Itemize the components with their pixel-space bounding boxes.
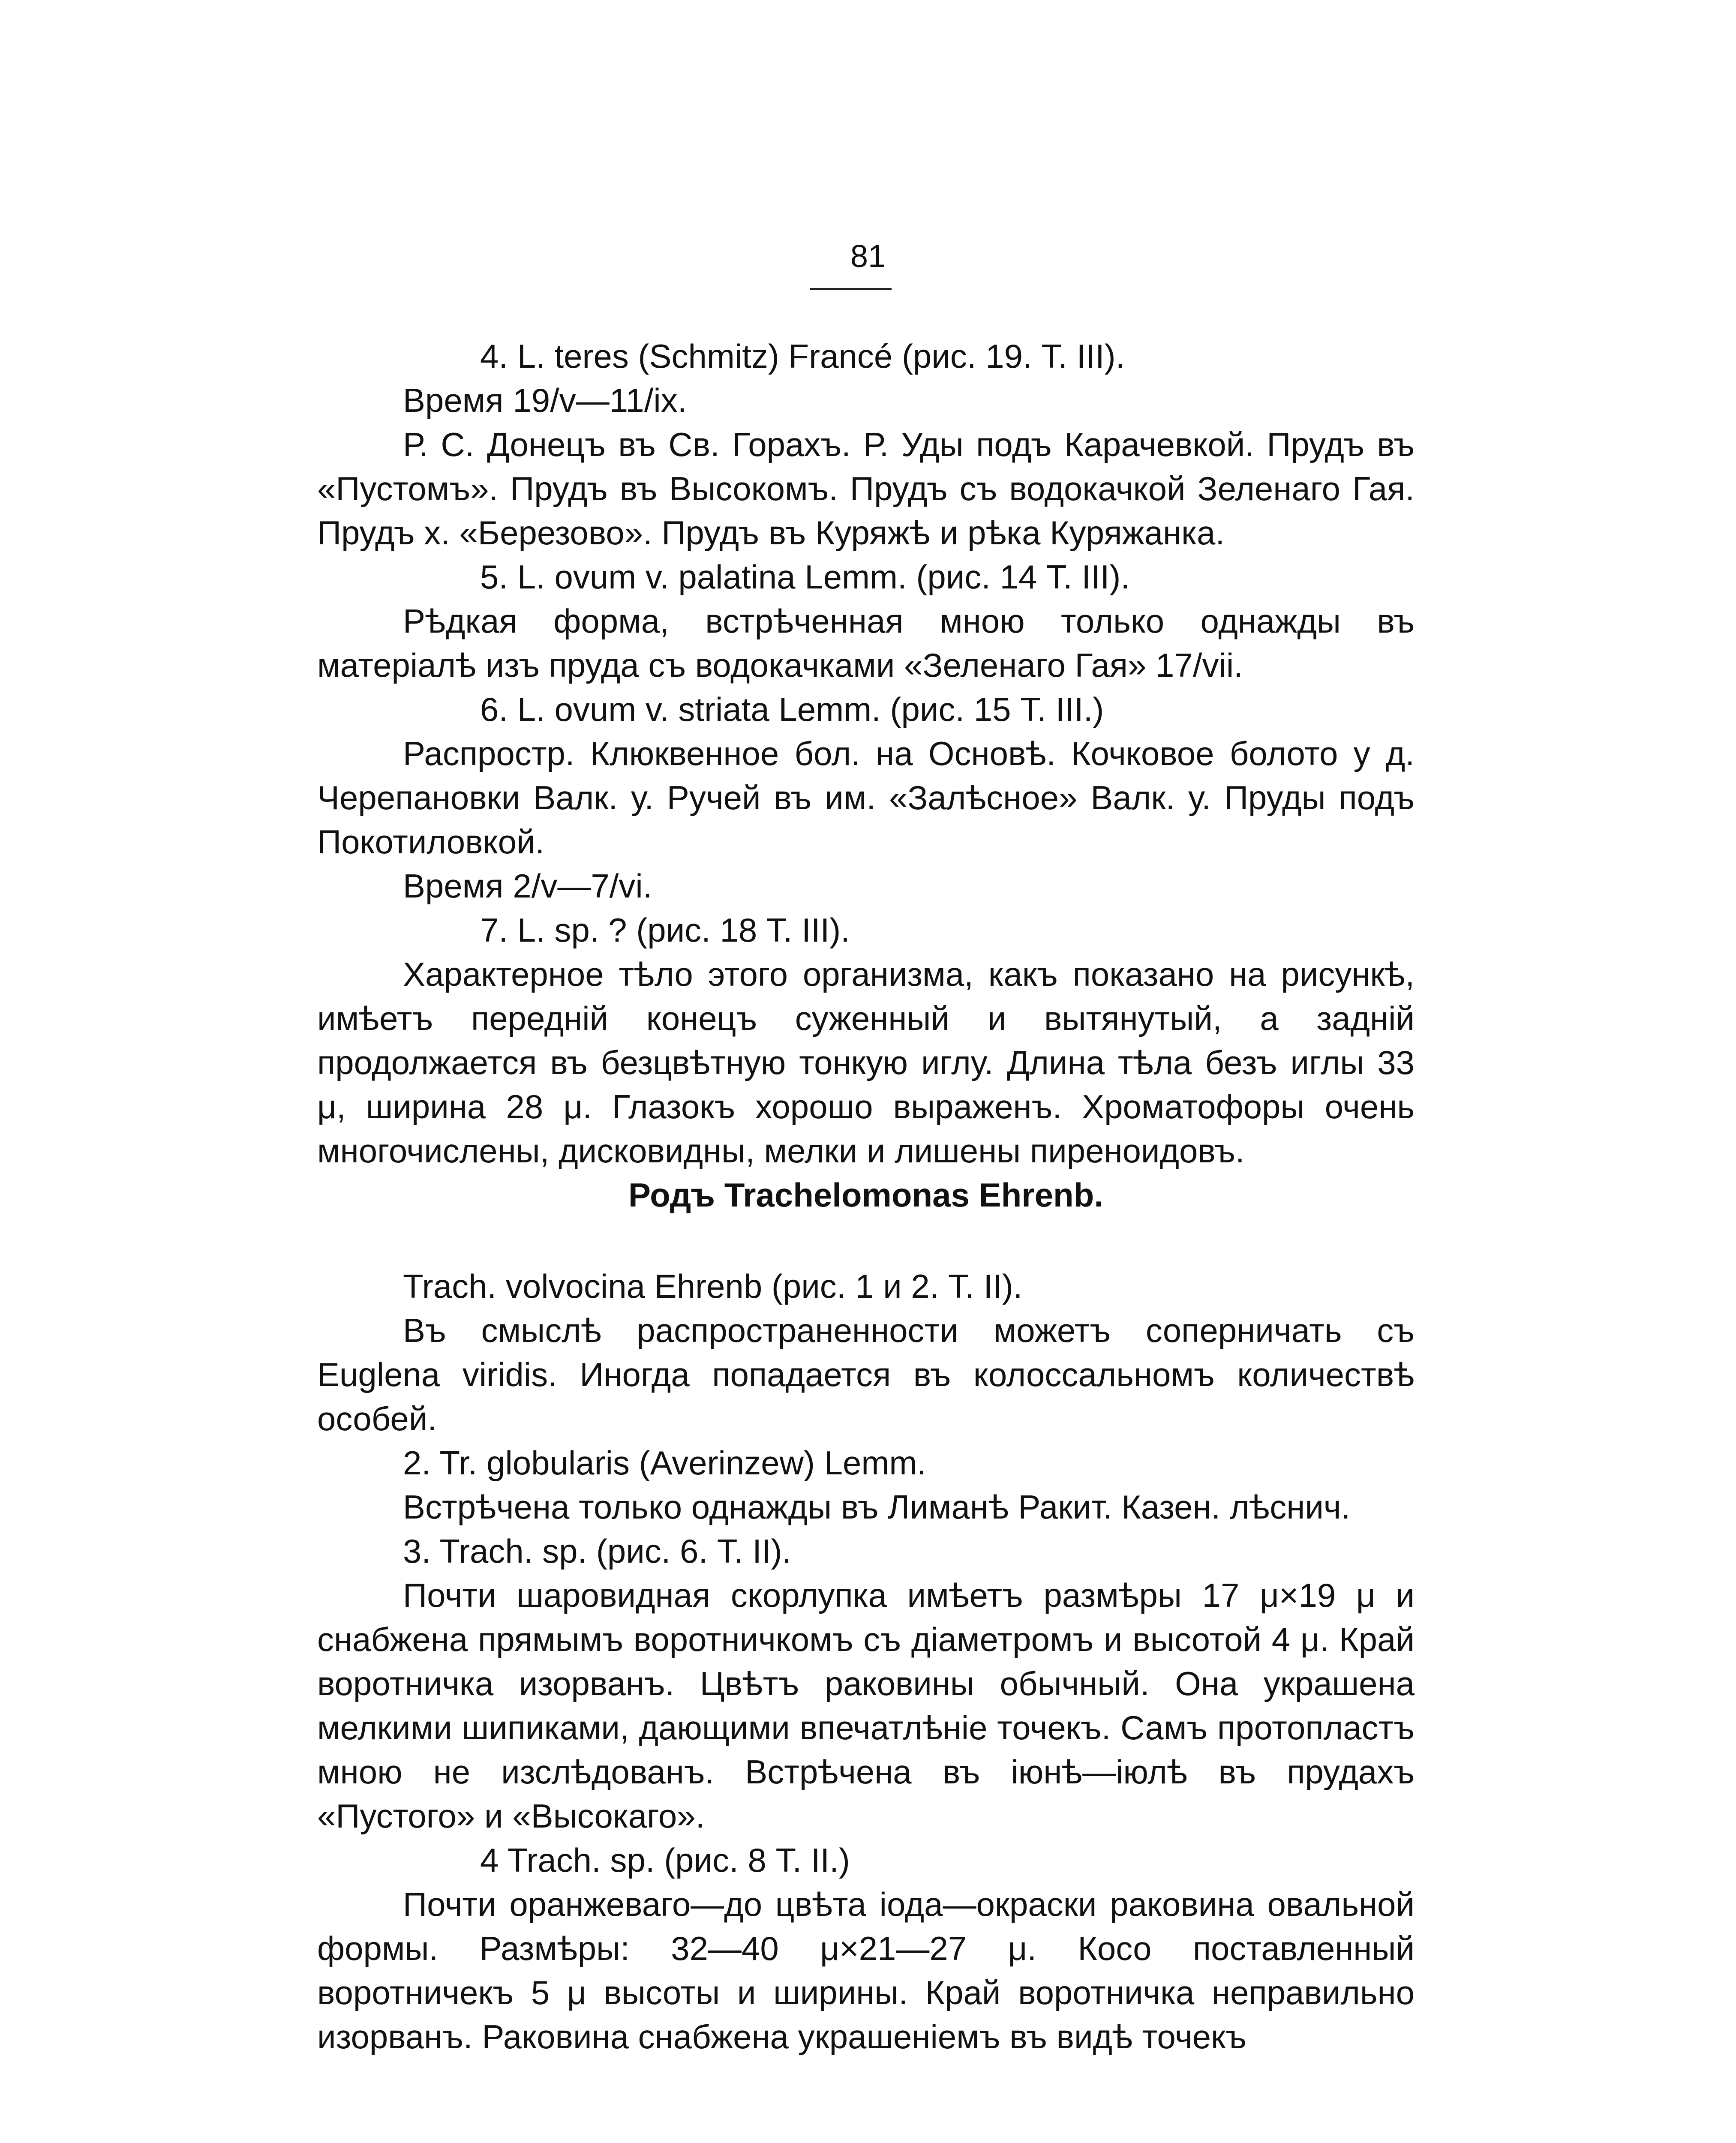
paragraph: 2. Tr. globularis (Averinzew) Lemm. (403, 1444, 926, 1482)
page-number-rule (810, 288, 892, 290)
paragraph: Встрѣчена только однажды въ Лиманѣ Ракит. Казен. лѣснич. (403, 1488, 1351, 1526)
section-heading: Родъ Trachelomonas Ehrenb. (628, 1176, 1103, 1214)
paragraph: Почти оранжеваго—до цвѣта іода—окраски раковина овальной формы. Размѣры: 32—40 μ×21—27 μ. Косо поставленный воротничекъ 5 μ высоты и ширины. Край воротничка неправильно изорванъ. Раковина снабжена украшеніемъ въ видѣ точекъ (317, 1885, 1415, 2056)
body-text (317, 334, 1415, 2059)
paragraph: Время 2/v—7/vi. (403, 867, 652, 905)
paragraph: Рѣдкая форма, встрѣченная мною только однажды въ матеріалѣ изъ пруда съ водокачками «Зеленаго Гая» 17/vii. (317, 602, 1415, 684)
paragraph: Trach. volvocina Ehrenb (рис. 1 и 2. Т. II). (403, 1267, 1023, 1305)
paragraph: Распростр. Клюквенное бол. на Основѣ. Кочковое болото у д. Черепановки Валк. у. Ручей въ им. «Залѣсное» Валк. у. Пруды подъ Покотиловкой. (317, 735, 1415, 861)
paragraph: 5. L. ovum v. palatina Lemm. (рис. 14 Т. III). (480, 558, 1130, 596)
paragraph: 4. L. teres (Schmitz) Francé (рис. 19. Т. III). (480, 337, 1125, 375)
paragraph: Почти шаровидная скорлупка имѣетъ размѣры 17 μ×19 μ и снабжена прямымъ воротничкомъ съ діаметромъ и высотой 4 μ. Край воротничка изорванъ. Цвѣтъ раковины обычный. Она украшена мелкими шипиками, дающими впечатлѣніе точекъ. Самъ протопластъ мною не изслѣдованъ. Встрѣчена въ іюнѣ—іюлѣ въ прудахъ «Пустого» и «Высокаго». (317, 1576, 1415, 1835)
paragraph: Р. С. Донецъ въ Св. Горахъ. Р. Уды подъ Карачевкой. Прудъ въ «Пустомъ». Прудъ въ Высокомъ. Прудъ съ водокачкой Зеленаго Гая. Прудъ х. «Березово». Прудъ въ Куряжѣ и рѣка Куряжанка. (317, 426, 1415, 552)
paragraph: 7. L. sp. ? (рис. 18 Т. III). (480, 911, 850, 949)
paragraph: 4 Trach. sp. (рис. 8 Т. II.) (480, 1841, 850, 1879)
page-number: 81 (850, 238, 886, 274)
paragraph: Характерное тѣло этого организма, какъ показано на рисункѣ, имѣетъ передній конецъ суженный и вытянутый, а задній продолжается въ безцвѣтную тонкую иглу. Длина тѣла безъ иглы 33 μ, ширина 28 μ. Глазокъ хорошо выраженъ. Хроматофоры очень многочислены, дисковидны, мелки и лишены пиреноидовъ. (317, 955, 1415, 1170)
paragraph: Въ смыслѣ распространенности можетъ соперничать съ Euglena viridis. Иногда попадается въ колоссальномъ количествѣ особей. (317, 1312, 1415, 1438)
paragraph: Время 19/v—11/ix. (403, 381, 687, 419)
paragraph: 6. L. ovum v. striata Lemm. (рис. 15 Т. III.) (480, 690, 1104, 728)
paragraph: 3. Trach. sp. (рис. 6. Т. II). (403, 1532, 792, 1570)
